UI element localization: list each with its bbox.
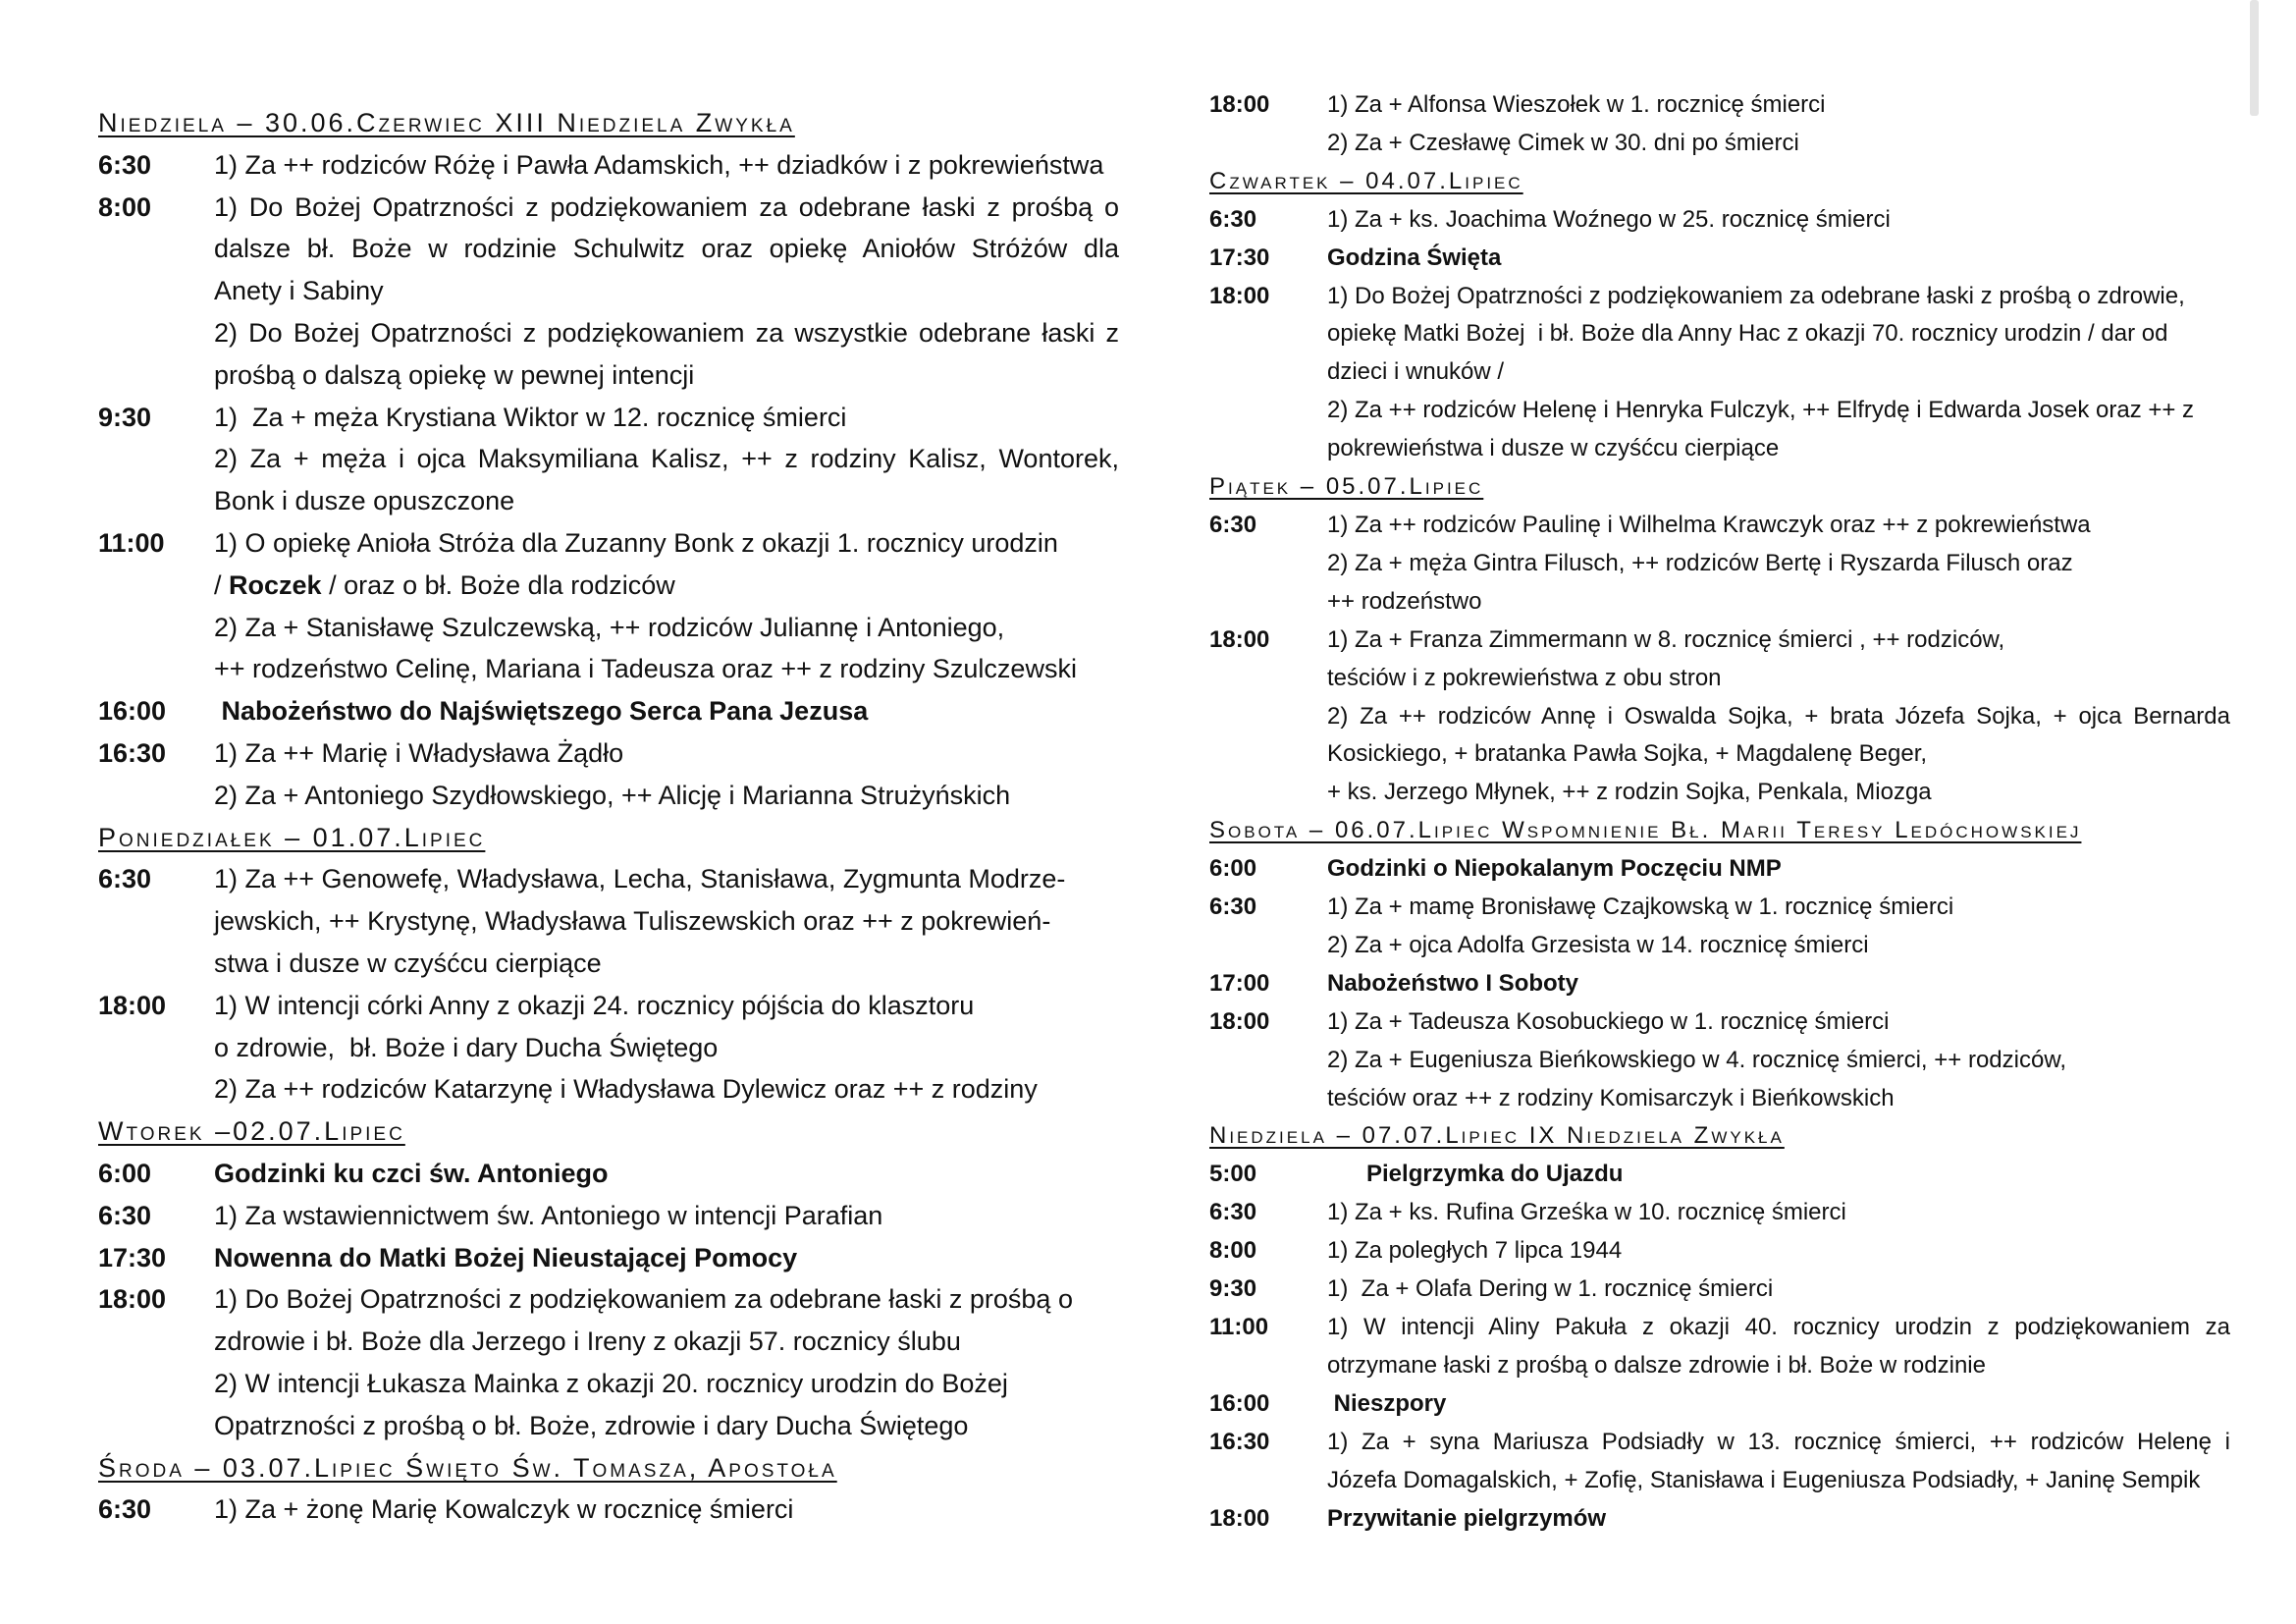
- intention-text: [214, 144, 1119, 187]
- intention-line: 1) Za + ks. Rufina Grześka w 10. rocznicę śmierci: [1327, 1199, 1846, 1226]
- intention-line: Godzinki o Niepokalanym Poczęciu NMP: [1327, 855, 1782, 883]
- intention-line: 1) O opiekę Anioła Stróża dla Zuzanny Bonk z okazji 1. rocznicy urodzin: [214, 527, 1058, 558]
- intention-text: [214, 858, 1119, 984]
- mass-entry: [1209, 1156, 2230, 1194]
- intention-line: o zdrowie, bł. Boże i dary Ducha Świętego: [214, 1032, 719, 1062]
- intention-text: [1327, 1500, 2230, 1539]
- intention-line: 1) Do Bożej Opatrzności z podziękowaniem za odebrane łaski z prośbą o zdrowie,: [1327, 282, 2185, 309]
- right-column: [1209, 86, 2230, 1538]
- mass-entry: [1209, 622, 2230, 813]
- intention-line: jewskich, ++ Krystynę, Władysława Tuliszewskich oraz ++ z pokrewień-: [214, 906, 1051, 937]
- intention-line: 1) W intencji córki Anny z okazji 24. rocznicy pójścia do klasztoru: [214, 990, 975, 1020]
- day-header: Wtorek –02.07.Lipiec: [98, 1116, 405, 1147]
- mass-entry: [98, 690, 1119, 732]
- intention-line: 1) Za wstawiennictwem św. Antoniego w intencji Parafian: [214, 1200, 883, 1230]
- intention-line: 2) Za + Stanisławę Szulczewską, ++ rodziców Juliannę i Antoniego,: [214, 612, 1005, 642]
- intention-line: 2) Za ++ rodziców Annę i Oswalda Sojka, + brata Józefa Sojka, + ojca Bernarda: [1327, 702, 2230, 730]
- mass-time: 6:00: [98, 1158, 152, 1188]
- intention-line: otrzymane łaski z prośbą o dalsze zdrowie i bł. Boże w rodzinie: [1327, 1351, 1986, 1379]
- intention-text: [214, 397, 1119, 522]
- intention-text: [1327, 1271, 2230, 1309]
- mass-time: 18:00: [1209, 282, 1270, 309]
- mass-entry: [1209, 965, 2230, 1003]
- intention-line: Pielgrzymka do Ujazdu: [1327, 1161, 1624, 1188]
- intention-text: [214, 522, 1119, 690]
- intention-line: 2) Do Bożej Opatrzności z podziękowaniem za wszystkie odebrane łaski z: [214, 317, 1119, 348]
- intention-text: [214, 985, 1119, 1110]
- intention-line: 1) Za + ks. Joachima Woźnego w 25. rocznicę śmierci: [1327, 205, 1891, 233]
- intention-line: 1) Za + Franza Zimmermann w 8. rocznicę śmierci , ++ rodziców,: [1327, 625, 2005, 653]
- mass-entry: [98, 187, 1119, 397]
- intention-line: Nieszpory: [1327, 1389, 1447, 1417]
- intention-line: Anety i Sabiny: [214, 276, 384, 306]
- mass-time: 6:30: [98, 1494, 152, 1525]
- intention-line: Godzina Święta: [1327, 244, 1502, 271]
- intention-line: Nabożeństwo I Soboty: [1327, 969, 1579, 997]
- intention-line: prośbą o dalszą opiekę w pewnej intencji: [214, 359, 695, 390]
- mass-time: 6:30: [1209, 511, 1257, 538]
- mass-entry: [98, 1278, 1119, 1446]
- mass-entry: [1209, 278, 2230, 469]
- intention-line: Nabożeństwo do Najświętszego Serca Pana Jezusa: [214, 696, 869, 727]
- mass-time: 6:30: [1209, 205, 1257, 233]
- mass-time: 6:00: [1209, 855, 1257, 883]
- mass-entry: [1209, 86, 2230, 163]
- mass-time: 16:30: [1209, 1428, 1270, 1455]
- day-header: Poniedziałek – 01.07.Lipiec: [98, 822, 486, 852]
- mass-time: 9:30: [98, 402, 152, 432]
- mass-time: 6:30: [98, 1200, 152, 1230]
- intention-line: Kosickiego, + bratanka Pawła Sojka, + Magdalenę Beger,: [1327, 740, 1928, 768]
- intention-line: 1) Za + syna Mariusza Podsiadły w 13. rocznicę śmierci, ++ rodziców Helenę i: [1327, 1428, 2230, 1455]
- intention-line: 1) Za ++ rodziców Różę i Pawła Adamskich, ++ dziadków i z pokrewieństwa: [214, 149, 1104, 180]
- intention-line: 1) Za + mamę Bronisławę Czajkowską w 1. rocznicę śmierci: [1327, 893, 1954, 921]
- day-header: Piątek – 05.07.Lipiec: [1209, 473, 1484, 501]
- mass-entry: [98, 397, 1119, 522]
- intention-line: stwa i dusze w czyśćcu cierpiące: [214, 947, 602, 978]
- intention-line: 2) Za + męża i ojca Maksymiliana Kalisz, ++ z rodziny Kalisz, Wontorek,: [214, 444, 1119, 474]
- mass-time: 17:30: [98, 1242, 167, 1272]
- intention-line: 2) Za ++ rodziców Katarzynę i Władysława Dylewicz oraz ++ z rodziny: [214, 1074, 1038, 1105]
- mass-entry: [1209, 1385, 2230, 1424]
- mass-time: 11:00: [98, 527, 165, 558]
- mass-time: 18:00: [1209, 625, 1270, 653]
- intention-line: 1) Za ++ rodziców Paulinę i Wilhelma Krawczyk oraz ++ z pokrewieństwa: [1327, 511, 2091, 538]
- mass-entry: [1209, 507, 2230, 622]
- intention-text: [1327, 965, 2230, 1003]
- intention-text: [214, 1195, 1119, 1237]
- mass-time: 16:00: [1209, 1389, 1270, 1417]
- mass-time: 16:30: [98, 737, 167, 768]
- intention-line: 1) Za poległych 7 lipca 1944: [1327, 1237, 1623, 1265]
- mass-time: 16:00: [98, 696, 167, 727]
- mass-entry: [1209, 201, 2230, 240]
- mass-time: 18:00: [1209, 1007, 1270, 1035]
- intention-text: [1327, 1309, 2230, 1385]
- intention-line: 1) Za + Tadeusza Kosobuckiego w 1. rocznicę śmierci: [1327, 1007, 1890, 1035]
- intention-line: Opatrzności z prośbą o bł. Boże, zdrowie i dary Ducha Świętego: [214, 1410, 969, 1440]
- mass-entry: [98, 522, 1119, 690]
- mass-entry: [1209, 889, 2230, 965]
- intention-line: 1) Za + żonę Marię Kowalczyk w rocznicę śmierci: [214, 1494, 794, 1525]
- scrollbar[interactable]: [2250, 0, 2259, 116]
- mass-time: 6:30: [98, 864, 152, 894]
- intention-text: [214, 187, 1119, 397]
- intention-line: ++ rodzeństwo Celinę, Mariana i Tadeusza oraz ++ z rodziny Szulczewski: [214, 654, 1077, 684]
- mass-time: 18:00: [1209, 91, 1270, 118]
- day-header: Czwartek – 04.07.Lipiec: [1209, 167, 1523, 194]
- intention-line: 1) Za ++ Genowefę, Władysława, Lecha, Stanisława, Zygmunta Modrze-: [214, 864, 1066, 894]
- intention-text: [214, 1489, 1119, 1531]
- mass-time: 6:30: [1209, 893, 1257, 921]
- intention-text: [214, 690, 1119, 732]
- intention-line: pokrewieństwa i dusze w czyśćcu cierpiące: [1327, 435, 1780, 462]
- intention-line: 1) W intencji Aliny Pakuła z okazji 40. rocznicy urodzin z podziękowaniem za: [1327, 1314, 2230, 1340]
- day-header: Sobota – 06.07.Lipiec Wspomnienie Bł. Marii Teresy Ledóchowskiej: [1209, 817, 2082, 844]
- intention-text: [214, 1153, 1119, 1195]
- intention-text: [1327, 622, 2230, 813]
- intention-line: 1) Za + Alfonsa Wieszołek w 1. rocznicę śmierci: [1327, 91, 1826, 118]
- intention-line: 1) Do Bożej Opatrzności z podziękowaniem za odebrane łaski z prośbą o: [214, 191, 1119, 222]
- intention-line: teściów i z pokrewieństwa z obu stron: [1327, 664, 1722, 691]
- intention-text: [214, 1237, 1119, 1279]
- mass-time: 9:30: [1209, 1275, 1257, 1303]
- day-header: Niedziela – 07.07.Lipiec IX Niedziela Zwykła: [1209, 1122, 1785, 1150]
- intention-line: / Roczek / oraz o bł. Boże dla rodziców: [214, 569, 675, 600]
- mass-time: 18:00: [98, 1284, 167, 1315]
- mass-time: 6:30: [1209, 1199, 1257, 1226]
- mass-entry: [1209, 1232, 2230, 1271]
- intention-line: 2) Za + Eugeniusza Bieńkowskiego w 4. rocznicę śmierci, ++ rodziców,: [1327, 1046, 2067, 1073]
- mass-entry: [1209, 1194, 2230, 1232]
- intention-line: Godzinki ku czci św. Antoniego: [214, 1158, 609, 1188]
- day-header: Środa – 03.07.Lipiec Święto Św. Tomasza, Apostoła: [98, 1452, 837, 1483]
- intention-line: teściów oraz ++ z rodziny Komisarczyk i Bieńkowskich: [1327, 1084, 1895, 1111]
- intention-text: [1327, 201, 2230, 240]
- mass-entry: [98, 732, 1119, 817]
- intention-line: Przywitanie pielgrzymów: [1327, 1504, 1607, 1532]
- intention-line: 2) Za + Antoniego Szydłowskiego, ++ Alicję i Marianna Strużyńskich: [214, 780, 1011, 810]
- mass-time: 6:30: [98, 149, 152, 180]
- intention-text: [1327, 1424, 2230, 1500]
- intention-line: dzieci i wnuków /: [1327, 358, 1505, 386]
- left-column: [98, 102, 1119, 1531]
- mass-entry: [98, 1489, 1119, 1531]
- day-header: Niedziela – 30.06.Czerwiec XIII Niedziela Zwykła: [98, 108, 795, 137]
- intention-line: Nowenna do Matki Bożej Nieustającej Pomocy: [214, 1242, 798, 1272]
- intention-line: opiekę Matki Bożej i bł. Boże dla Anny Hac z okazji 70. rocznicy urodzin / dar od: [1327, 320, 2168, 348]
- mass-time: 8:00: [98, 191, 152, 222]
- mass-time: 17:00: [1209, 969, 1270, 997]
- mass-entry: [98, 1237, 1119, 1279]
- intention-line: zdrowie i bł. Boże dla Jerzego i Ireny z okazji 57. rocznicy ślubu: [214, 1326, 961, 1357]
- mass-entry: [98, 1153, 1119, 1195]
- mass-time: 8:00: [1209, 1237, 1257, 1265]
- intention-text: [1327, 86, 2230, 163]
- intention-text: [1327, 507, 2230, 622]
- intention-text: [1327, 1156, 2230, 1194]
- intention-line: 2) Za + Czesławę Cimek w 30. dni po śmierci: [1327, 129, 1799, 156]
- mass-entry: [1209, 1271, 2230, 1309]
- intention-line: 2) Za + męża Gintra Filusch, ++ rodziców Bertę i Ryszarda Filusch oraz: [1327, 549, 2073, 576]
- intention-text: [1327, 278, 2230, 469]
- mass-entry: [98, 985, 1119, 1110]
- mass-time: 18:00: [1209, 1504, 1270, 1532]
- mass-time: 18:00: [98, 990, 167, 1020]
- intention-line: 1) Za + męża Krystiana Wiktor w 12. rocznicę śmierci: [214, 402, 847, 432]
- intention-text: [1327, 1194, 2230, 1232]
- intention-text: [214, 732, 1119, 817]
- intention-text: [1327, 850, 2230, 889]
- intention-line: Józefa Domagalskich, + Zofię, Stanisława i Eugeniusza Podsiadły, + Janinę Sempik: [1327, 1466, 2201, 1493]
- intention-line: + ks. Jerzego Młynek, ++ z rodzin Sojka, Penkala, Miozga: [1327, 779, 1932, 806]
- mass-entry: [1209, 850, 2230, 889]
- intention-line: 1) Do Bożej Opatrzności z podziękowaniem za odebrane łaski z prośbą o: [214, 1284, 1073, 1315]
- bold-word: Roczek: [229, 569, 322, 600]
- mass-entry: [1209, 1309, 2230, 1385]
- mass-time: 17:30: [1209, 244, 1270, 271]
- intention-text: [1327, 1003, 2230, 1118]
- intention-text: [1327, 240, 2230, 278]
- intention-line: 2) Za ++ rodziców Helenę i Henryka Fulczyk, ++ Elfrydę i Edwarda Josek oraz ++ z: [1327, 397, 2195, 424]
- mass-entry: [98, 858, 1119, 984]
- mass-time: 5:00: [1209, 1161, 1257, 1188]
- intention-line: 2) Za + ojca Adolfa Grzesista w 14. rocznicę śmierci: [1327, 931, 1869, 958]
- mass-entry: [1209, 1003, 2230, 1118]
- intention-text: [1327, 889, 2230, 965]
- intention-text: [1327, 1385, 2230, 1424]
- mass-entry: [1209, 240, 2230, 278]
- intention-text: [1327, 1232, 2230, 1271]
- intention-line: 1) Za + Olafa Dering w 1. rocznicę śmierci: [1327, 1275, 1774, 1303]
- mass-entry: [1209, 1424, 2230, 1500]
- intention-line: 1) Za ++ Marię i Władysława Żądło: [214, 737, 624, 768]
- mass-entry: [98, 144, 1119, 187]
- intention-line: 2) W intencji Łukasza Mainka z okazji 20. rocznicy urodzin do Bożej: [214, 1368, 1008, 1398]
- intention-line: Bonk i dusze opuszczone: [214, 486, 515, 516]
- intention-line: dalsze bł. Boże w rodzinie Schulwitz oraz opiekę Aniołów Stróżów dla: [214, 234, 1119, 264]
- mass-time: 11:00: [1209, 1314, 1269, 1340]
- mass-entry: [1209, 1500, 2230, 1539]
- mass-entry: [98, 1195, 1119, 1237]
- intention-text: [214, 1278, 1119, 1446]
- intention-line: ++ rodzeństwo: [1327, 587, 1482, 615]
